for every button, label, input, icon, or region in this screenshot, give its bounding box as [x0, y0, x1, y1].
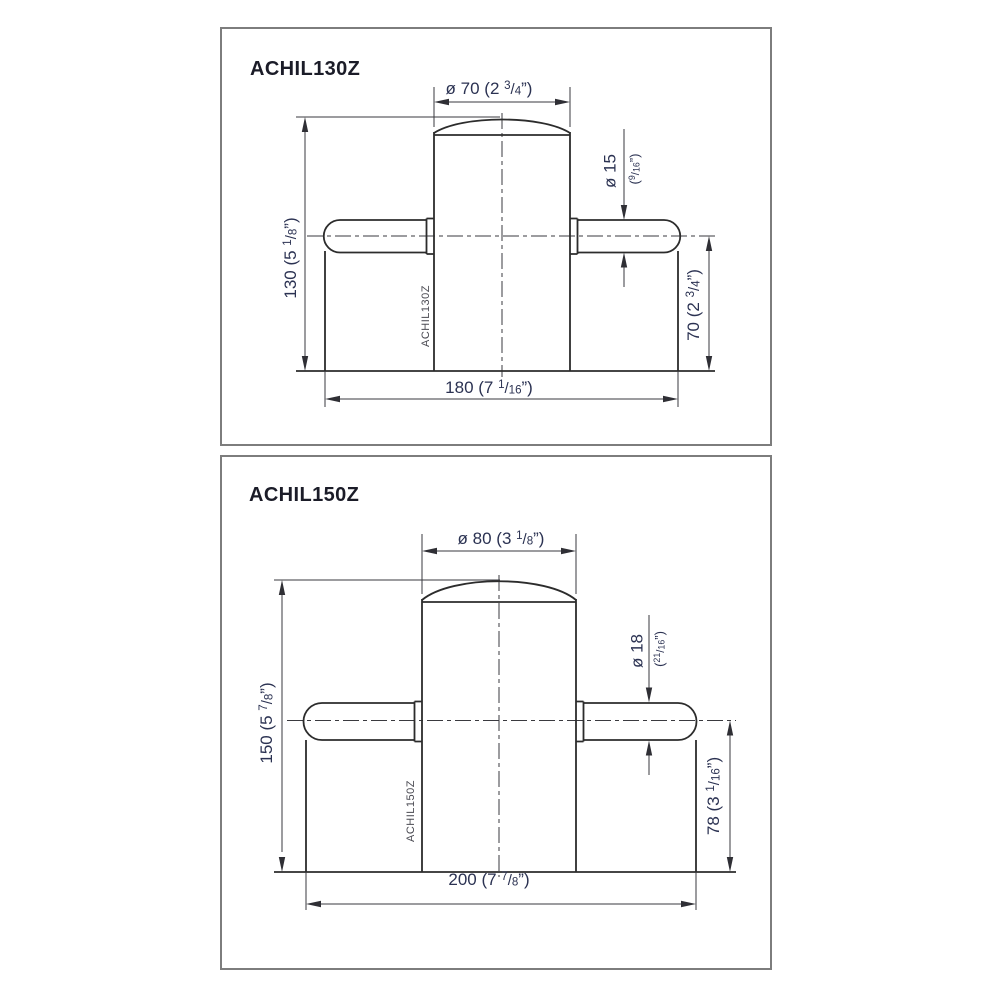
label-pre: ( — [651, 662, 667, 667]
frac-num: 7 — [257, 704, 270, 711]
label-post: ”) — [521, 78, 533, 98]
right-pin-collar — [576, 702, 584, 742]
model-title: ACHIL150Z — [249, 484, 360, 506]
frac-den: 8 — [263, 693, 276, 701]
frac-slash: / — [507, 871, 512, 889]
label-post: ”) — [703, 756, 723, 769]
model-title: ACHIL130Z — [250, 58, 361, 80]
cylinder-sides — [434, 132, 570, 371]
left-pin — [304, 703, 415, 740]
drawing-panel-achil130z — [220, 27, 772, 446]
base-sides — [306, 740, 696, 872]
pin-diameter-inches-label — [628, 154, 642, 185]
frac-num: 3 — [684, 291, 697, 298]
pin-diameter-inches-label — [653, 631, 667, 667]
label-pre: ( — [626, 180, 642, 185]
label-pre: 70 (2 — [683, 297, 703, 341]
label-post: ”) — [683, 269, 703, 281]
top-diameter-label — [458, 530, 545, 548]
frac-den: 16 — [710, 768, 723, 782]
frac-den: 16 — [631, 162, 642, 173]
frac-slash: / — [510, 80, 515, 98]
engraved-product-label: ACHIL130Z — [420, 285, 432, 347]
frac-num: 1 — [498, 378, 505, 391]
frac-den: 8 — [287, 228, 300, 236]
frac-num: 3 — [504, 79, 511, 92]
label-pre: 180 (7 — [445, 377, 499, 397]
frac-slash: / — [504, 379, 509, 397]
frac-num: 21 — [652, 652, 663, 663]
right-pin — [584, 703, 697, 740]
frac-num: 1 — [281, 239, 294, 246]
label-post: ”) — [651, 631, 667, 640]
frac-slash: / — [282, 235, 300, 240]
label-post: ”) — [280, 217, 300, 229]
base-width-label — [445, 379, 533, 397]
frac-slash: / — [654, 649, 667, 653]
pin-to-base-label — [685, 269, 703, 341]
frac-den: 4 — [514, 85, 522, 98]
frac-slash: / — [522, 530, 527, 548]
label-pre: 130 (5 — [280, 245, 300, 299]
frac-num: 9 — [627, 175, 638, 181]
frac-slash: / — [258, 700, 276, 705]
label-post: ”) — [256, 682, 276, 694]
label-pre: 200 (7 — [448, 869, 502, 889]
label-pre: ø 80 (3 — [457, 528, 517, 548]
label-pre: 78 (3 — [703, 791, 723, 836]
top-diameter-label — [446, 80, 533, 98]
frac-den: 16 — [508, 384, 522, 397]
base-width-label — [448, 871, 529, 889]
frac-den: 4 — [690, 280, 703, 287]
frac-slash: / — [629, 172, 642, 176]
frac-num: 1 — [516, 529, 523, 542]
pin-diameter-value-label: ø 18 — [627, 633, 647, 669]
left-pin-collar — [415, 702, 423, 742]
frac-den: 8 — [526, 535, 534, 548]
label-pre: ø 70 (2 — [445, 78, 505, 98]
label-post: ”) — [626, 153, 642, 163]
frac-num: 1 — [704, 785, 717, 792]
pin-to-base-label — [705, 757, 723, 835]
label-post: ”) — [533, 528, 545, 548]
drawing-panel-achil150z — [220, 455, 772, 970]
height-label — [282, 217, 300, 298]
label-post: ”) — [521, 377, 533, 397]
frac-num: 7 — [501, 870, 508, 883]
frac-den: 16 — [656, 639, 667, 650]
height-dim-lines — [274, 580, 500, 852]
engraved-product-label: ACHIL150Z — [405, 780, 417, 842]
label-pre: 150 (5 — [256, 710, 276, 764]
label-post: ”) — [518, 869, 530, 889]
frac-slash: / — [705, 781, 723, 786]
pin-diameter-arrows — [646, 688, 652, 756]
pin-diameter-value-label: ø 15 — [600, 153, 620, 189]
height-label — [258, 682, 276, 763]
frac-den: 8 — [511, 876, 519, 889]
frac-slash: / — [685, 286, 703, 291]
